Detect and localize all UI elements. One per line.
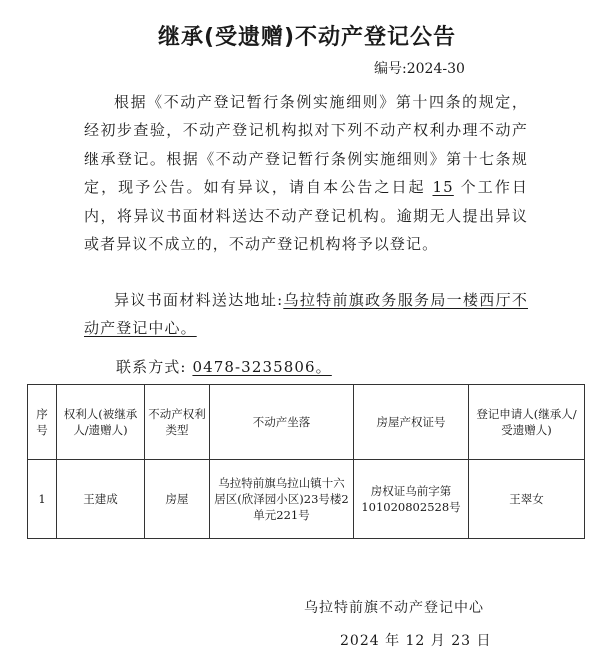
objection-address-paragraph: [84, 286, 528, 343]
contact-line: [116, 356, 332, 377]
cell-applicant: 王翠女: [469, 460, 585, 539]
objection-days: 15: [432, 178, 454, 197]
cell-certificate-no: 房权证乌前字第101020802528号: [354, 460, 469, 539]
issue-date: 2024 年 12 月 23 日: [340, 633, 492, 649]
document-number: 编号:2024-30: [374, 61, 465, 77]
property-table: [27, 384, 585, 539]
body-text-part1: 根据《不动产登记暂行条例实施细则》第十四条的规定，经初步查验，不动产登记机构拟对下列不动产权利办理不动产继承登记。根据《不动产登记暂行条例实施细则》第十七条规定，现予公告。如有异议，请自本公告之日起: [84, 93, 528, 197]
issuing-organization: 乌拉特前旗不动产登记中心: [304, 600, 484, 616]
address-value: 乌拉特前旗政务服务局一楼西厅不动产登记中心。: [84, 291, 528, 338]
table-row: [28, 460, 585, 539]
address-label: 异议书面材料送达地址:: [114, 291, 284, 309]
cell-right-type: 房屋: [145, 460, 210, 539]
notice-body-paragraph: [84, 88, 528, 258]
header-seq: 序号: [28, 385, 57, 460]
cell-right-holder: 王建成: [57, 460, 145, 539]
header-right-holder: 权利人(被继承人/遗赠人): [57, 385, 145, 460]
table-header-row: [28, 385, 585, 460]
header-applicant: 登记申请人(继承人/受遗赠人): [469, 385, 585, 460]
header-location: 不动产坐落: [210, 385, 354, 460]
contact-phone: 0478-3235806。: [192, 358, 332, 376]
cell-location: 乌拉特前旗乌拉山镇十六居区(欣泽园小区)23号楼2单元221号: [210, 460, 354, 539]
page-title: 继承(受遗赠)不动产登记公告: [157, 25, 457, 50]
cell-seq: 1: [28, 460, 57, 539]
body-text-part2: 个工作日内，将异议书面材料送达不动产登记机构。逾期无人提出异议或者异议不成立的，不动产登记机构将予以登记。: [84, 178, 529, 254]
contact-label: 联系方式:: [116, 358, 187, 376]
header-right-type: 不动产权利类型: [145, 385, 210, 460]
header-certificate-no: 房屋产权证号: [354, 385, 469, 460]
